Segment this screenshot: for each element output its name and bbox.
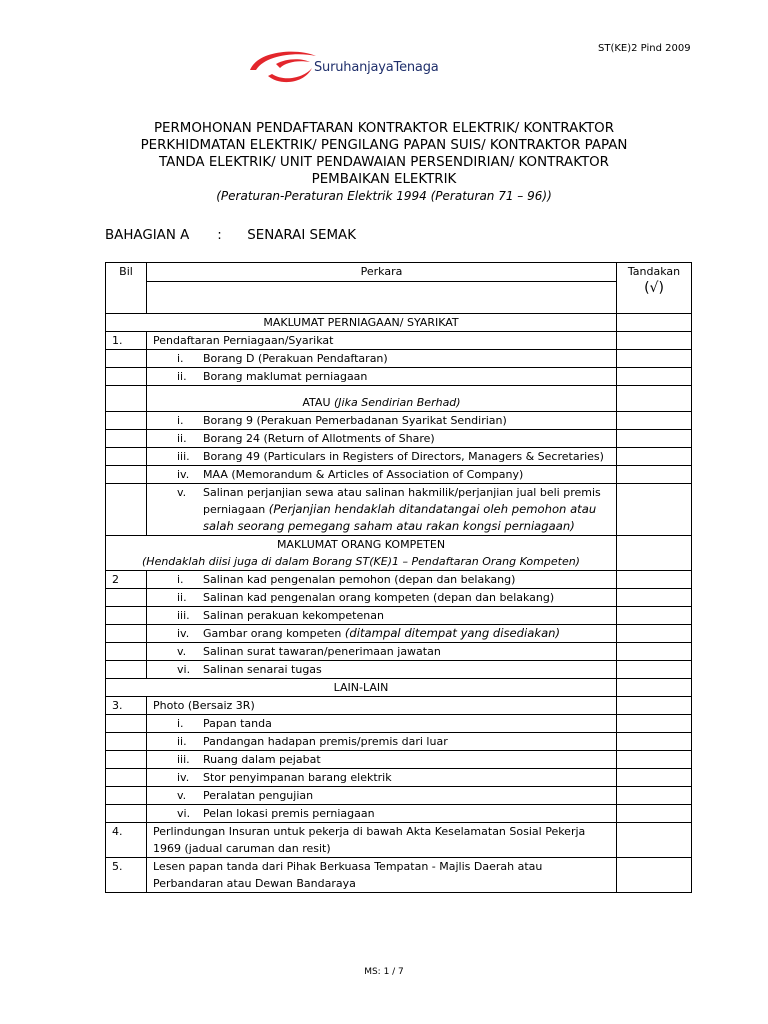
tick-cell[interactable] [617,484,692,536]
tick-cell[interactable] [617,625,692,643]
table-row [106,769,692,787]
table-row [106,430,692,448]
item-roman: iv. [177,468,190,481]
tick-cell[interactable] [617,858,692,893]
table-row [106,787,692,805]
item-note: (Perjanjian hendaklah ditandatangai oleh pemohon atau salah seorang pemegang saham atau rakan kongsi perniagaan) [203,502,597,533]
atau-row [147,386,617,412]
item-roman: ii. [177,432,187,445]
table-row [106,733,692,751]
item-roman: iii. [177,609,190,622]
title-line: PERMOHONAN PENDAFTARAN KONTRAKTOR ELEKTRIK/ KONTRAKTOR [153,121,615,136]
table-row [106,643,692,661]
title-subtitle: (Peraturan-Peraturan Elektrik 1994 (Peraturan 71 – 96)) [216,189,552,203]
section-row-business [106,314,692,332]
tick-cell[interactable] [617,536,692,571]
row-number: 5. [106,858,147,893]
item-roman: iv. [177,771,190,784]
row-text: Pendaftaran Perniagaan/Syarikat [147,332,617,350]
tick-cell[interactable] [617,466,692,484]
tick-cell[interactable] [617,368,692,386]
table-row [106,625,692,643]
suruhanjaya-tenaga-logo [246,46,486,88]
tick-cell[interactable] [617,769,692,787]
header-perkara [147,263,617,314]
title-line: PEMBAIKAN ELEKTRIK [311,172,457,187]
item-text: Borang D (Perakuan Pendaftaran) [203,352,388,365]
atau-note: (Jika Sendirian Berhad) [334,396,461,409]
tick-cell[interactable] [617,412,692,430]
tick-cell[interactable] [617,386,692,412]
tick-cell[interactable] [617,697,692,715]
row-text: Lesen papan tanda dari Pihak Berkuasa Tempatan - Majlis Daerah atau Perbandaran atau Dewan Bandaraya [147,858,617,893]
tick-cell[interactable] [617,661,692,679]
tick-cell[interactable] [617,589,692,607]
section-title: MAKLUMAT PERNIAGAAN/ SYARIKAT [106,314,617,332]
section-heading [105,228,356,243]
header-tandakan [617,263,692,314]
item-text: Ruang dalam pejabat [203,753,321,766]
tick-cell[interactable] [617,350,692,368]
table-row [106,805,692,823]
item-roman: i. [177,717,184,730]
section-separator: : [217,228,222,243]
swoosh-logo-icon [246,46,318,88]
item-roman: ii. [177,735,187,748]
table-row [106,697,692,715]
item-text: MAA (Memorandum & Articles of Association of Company) [203,468,524,481]
table-row [106,368,692,386]
tick-cell[interactable] [617,571,692,589]
table-row [106,386,692,412]
tick-cell[interactable] [617,430,692,448]
item-text: Borang 49 (Particulars in Registers of Directors, Managers & Secretaries) [203,450,604,463]
tick-cell[interactable] [617,751,692,769]
logo-wordmark: SuruhanjayaTenaga [314,60,439,75]
item-roman: v. [177,789,187,802]
item-text: Salinan kad pengenalan pemohon (depan dan belakang) [203,573,516,586]
table-row [106,571,692,589]
item-text: Borang 24 (Return of Allotments of Share) [203,432,435,445]
table-row [106,823,692,858]
header-perkara-label: Perkara [147,263,616,282]
table-row [106,589,692,607]
item-text: Peralatan pengujian [203,789,314,802]
atau-word: ATAU [302,396,331,409]
tick-cell[interactable] [617,448,692,466]
item-roman: i. [177,573,184,586]
section-title: MAKLUMAT ORANG KOMPETEN [276,538,446,551]
document-code: ST(KE)2 Pind 2009 [598,43,691,54]
item-text: Salinan perakuan kekompetenan [203,609,384,622]
tick-cell[interactable] [617,715,692,733]
tick-cell[interactable] [617,733,692,751]
tick-cell[interactable] [617,823,692,858]
item-roman: iv. [177,627,190,640]
item-text: Borang 9 (Perakuan Pemerbadanan Syarikat Sendirian) [203,414,507,427]
tick-cell[interactable] [617,787,692,805]
item-text: Salinan surat tawaran/penerimaan jawatan [203,645,441,658]
row-text: Photo (Bersaiz 3R) [147,697,617,715]
section-title: LAIN-LAIN [106,679,617,697]
table-row [106,858,692,893]
title-line: PERKHIDMATAN ELEKTRIK/ PENGILANG PAPAN SUIS/ KONTRAKTOR PAPAN [140,138,628,153]
row-number: 3. [106,697,147,715]
item-text: Borang maklumat perniagaan [203,370,368,383]
item-text: Papan tanda [203,717,272,730]
title-line: TANDA ELEKTRIK/ UNIT PENDAWAIAN PERSENDIRIAN/ KONTRAKTOR [159,155,609,170]
tick-cell[interactable] [617,314,692,332]
table-row [106,412,692,430]
section-row-competent [106,536,692,571]
tick-mark-icon: (√) [644,280,664,296]
row-number: 4. [106,823,147,858]
row-number: 2 [106,571,147,589]
table-row [106,350,692,368]
header-tandakan-label: Tandakan [627,265,681,278]
table-row [106,448,692,466]
item-roman: v. [177,486,187,499]
table-row [106,332,692,350]
section-row-others [106,679,692,697]
table-row [106,715,692,733]
tick-cell[interactable] [617,643,692,661]
table-row [106,484,692,536]
section-label: BAHAGIAN A [105,228,190,243]
item-roman: iii. [177,753,190,766]
item-text: Stor penyimpanan barang elektrik [203,771,392,784]
checklist-table [105,262,692,893]
tick-cell[interactable] [617,607,692,625]
item-roman: vi. [177,663,191,676]
table-row [106,661,692,679]
item-roman: v. [177,645,187,658]
item-roman: i. [177,352,184,365]
item-text: Gambar orang kompeten [203,627,342,640]
header-bil: Bil [106,263,147,314]
item-roman: i. [177,414,184,427]
row-text: Perlindungan Insuran untuk pekerja di bawah Akta Keselamatan Sosial Pekerja 1969 (jadual caruman dan resit) [147,823,617,858]
item-note: (ditampal ditempat yang disediakan) [344,626,561,640]
item-text: Pandangan hadapan premis/premis dari luar [203,735,448,748]
tick-cell[interactable] [617,805,692,823]
page-number: MS: 1 / 7 [364,967,404,977]
row-number: 1. [106,332,147,350]
item-roman: ii. [177,591,187,604]
tick-cell[interactable] [617,332,692,350]
table-row [106,466,692,484]
item-text: Salinan kad pengenalan orang kompeten (depan dan belakang) [203,591,555,604]
item-text: Pelan lokasi premis perniagaan [203,807,375,820]
table-row [106,607,692,625]
table-row [106,751,692,769]
item-roman: ii. [177,370,187,383]
section-value: SENARAI SEMAK [247,228,356,243]
document-title [0,120,768,204]
tick-cell[interactable] [617,679,692,697]
item-text: Salinan senarai tugas [203,663,322,676]
section-note: (Hendaklah diisi juga di dalam Borang ST(KE)1 – Pendaftaran Orang Kompeten) [142,555,580,568]
item-roman: vi. [177,807,191,820]
item-roman: iii. [177,450,190,463]
item-text: Salinan perjanjian sewa atau salinan hakmilik/perjanjian jual beli premis perniagaan [203,486,601,516]
